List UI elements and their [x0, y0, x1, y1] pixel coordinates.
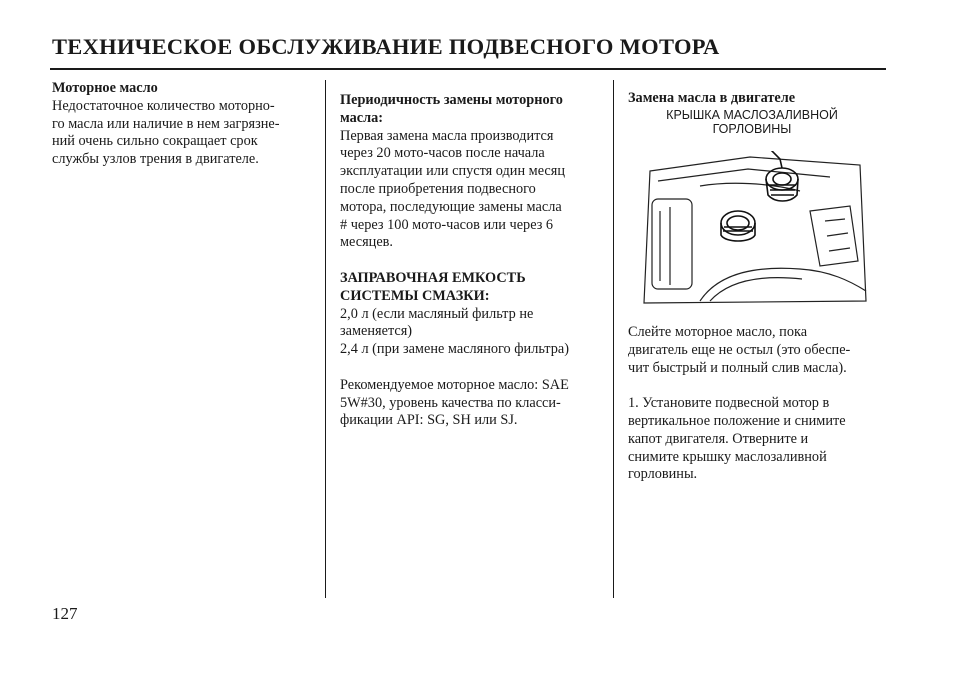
oil-change-heading: Замена масла в двигателе	[628, 90, 796, 106]
right-column-body	[628, 324, 850, 484]
capacity-heading: ЗАПРАВОЧНАЯ ЕМКОСТЬ	[340, 269, 526, 286]
body-line: ний очень сильно сокращает срок	[52, 133, 258, 150]
body-line: горловины.	[628, 466, 698, 483]
page-title: ТЕХНИЧЕСКОЕ ОБСЛУЖИВАНИЕ ПОДВЕСНОГО МОТОРА	[52, 34, 720, 59]
figure-label-line: КРЫШКА МАСЛОЗАЛИВНОЙ	[666, 108, 838, 122]
body-line: эксплуатации или спустя один месяц	[340, 163, 566, 180]
interval-heading: масла:	[340, 109, 384, 126]
right-column-heading-block	[628, 90, 795, 108]
capacity-heading: СИСТЕМЫ СМАЗКИ:	[340, 287, 490, 304]
column-divider-1	[325, 80, 326, 598]
body-line: заменяется)	[340, 323, 413, 340]
left-column	[52, 80, 280, 169]
engine-oil-heading: Моторное масло	[52, 80, 158, 96]
body-line: Слейте моторное масло, пока	[628, 324, 808, 340]
body-line: мотора, последующие замены масла	[340, 198, 562, 215]
body-line: го масла или наличие в нем загрязне-	[52, 115, 280, 132]
middle-column	[340, 92, 569, 430]
body-line: # через 100 мото-часов или через 6	[340, 216, 554, 233]
figure-label	[652, 108, 852, 136]
body-line: двигатель еще не остыл (это обеспе-	[628, 341, 851, 358]
body-line: 5W#30, уровень качества по класси-	[340, 394, 561, 411]
page-number: 127	[52, 604, 78, 623]
body-line: 1. Установите подвесной мотор в	[628, 395, 830, 412]
figure-label-line: ГОРЛОВИНЫ	[712, 122, 792, 136]
interval-heading: Периодичность замены моторного	[340, 92, 563, 108]
column-divider-2	[613, 80, 614, 598]
body-line: чит быстрый и полный слив масла).	[628, 359, 847, 376]
body-line: капот двигателя. Отверните и	[628, 430, 809, 447]
body-line: Первая замена масла производится	[340, 127, 554, 144]
body-line: вертикальное положение и снимите	[628, 412, 846, 429]
title-rule	[50, 68, 886, 70]
body-line: после приобретения подвесного	[340, 180, 536, 197]
body-line: Недостаточное количество моторно-	[52, 97, 275, 114]
body-line: через 20 мото-часов после начала	[340, 145, 545, 162]
body-line: Рекомендуемое моторное масло: SAE	[340, 376, 569, 393]
body-line: 2,4 л (при замене масляного фильтра)	[340, 341, 569, 358]
body-line: 2,0 л (если масляный фильтр не	[340, 305, 534, 322]
body-line: месяцев.	[340, 234, 393, 251]
body-line: снимите крышку маслозаливной	[628, 448, 827, 465]
body-line: службы узлов трения в двигателе.	[52, 151, 259, 168]
engine-oil-filler-illustration	[630, 151, 868, 306]
body-line: фикации API: SG, SH или SJ.	[340, 412, 518, 429]
